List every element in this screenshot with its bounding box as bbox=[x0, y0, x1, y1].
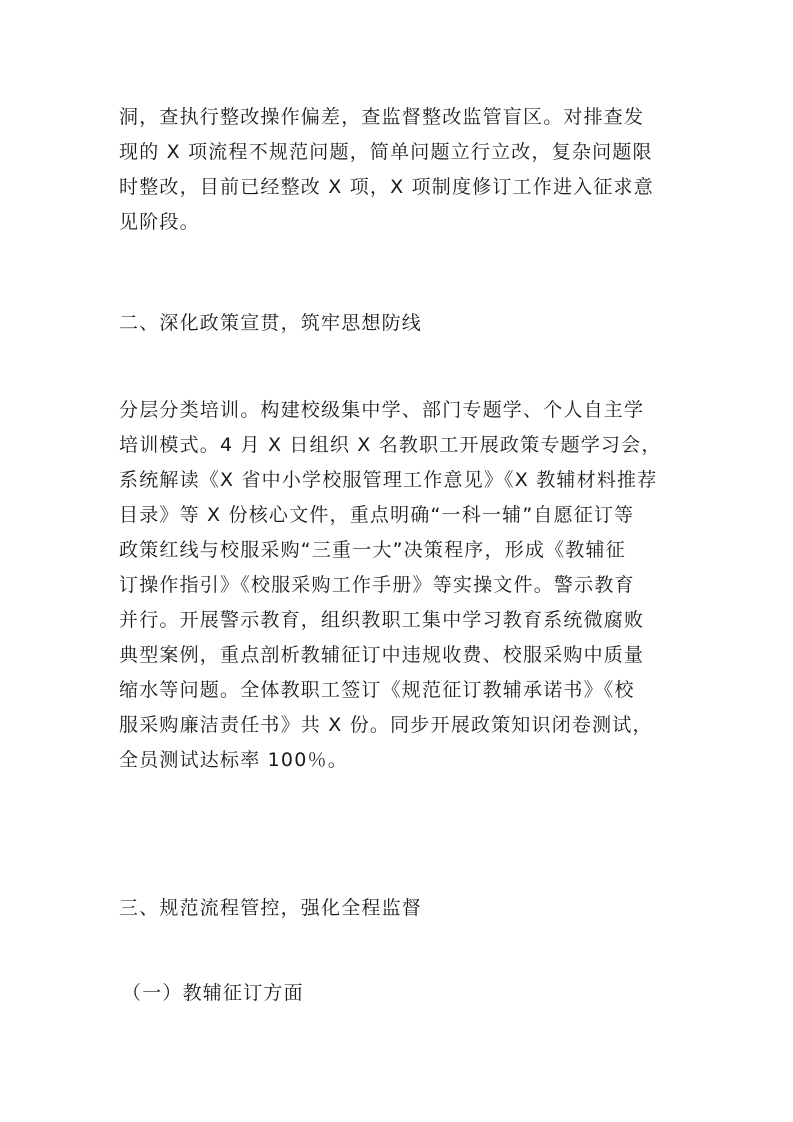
paragraph-line: 订操作指引》《校服采购工作手册》等实操文件。警示教育 bbox=[119, 574, 635, 596]
paragraph-line: 洞，查执行整改操作偏差，查监督整改监管盲区。对排查发 bbox=[119, 106, 645, 128]
paragraph-line: 典型案例，重点剖析教辅征订中违规收费、校服采购中质量 bbox=[119, 644, 645, 666]
paragraph-line: 全员测试达标率 100％。 bbox=[119, 749, 348, 771]
paragraph-training bbox=[119, 393, 679, 778]
paragraph-line: 分层分类培训。构建校级集中学、部门专题学、个人自主学 bbox=[119, 399, 645, 421]
section-heading-3: 三、规范流程管控，强化全程监督 bbox=[119, 897, 423, 919]
paragraph-line: 培训模式。4 月 X 日组织 X 名教职工开展政策专题学习会， bbox=[119, 434, 662, 456]
paragraph-line: 服采购廉洁责任书》共 X 份。同步开展政策知识闭卷测试， bbox=[119, 714, 653, 736]
paragraph-line: 政策红线与校服采购“三重一大”决策程序，形成《教辅征 bbox=[119, 539, 626, 561]
paragraph-line: 缩水等问题。全体教职工签订《规范征订教辅承诺书》《校 bbox=[119, 679, 635, 701]
section-heading-2: 二、深化政策宣贯，筑牢思想防线 bbox=[119, 312, 423, 334]
paragraph-line: 系统解读《X 省中小学校服管理工作意见》《X 教辅材料推荐 bbox=[119, 469, 658, 491]
paragraph-line: 并行。开展警示教育，组织教职工集中学习教育系统微腐败 bbox=[119, 609, 645, 631]
subsection-heading: （一）教辅征订方面 bbox=[122, 982, 304, 1004]
paragraph-rectification bbox=[119, 100, 679, 240]
paragraph-line: 见阶段。 bbox=[119, 211, 200, 233]
paragraph-line: 目录》等 X 份核心文件，重点明确“一科一辅”自愿征订等 bbox=[119, 504, 635, 526]
paragraph-line: 时整改，目前已经整改 X 项，X 项制度修订工作进入征求意 bbox=[119, 176, 654, 198]
paragraph-line: 现的 X 项流程不规范问题，简单问题立行立改，复杂问题限 bbox=[119, 141, 653, 163]
